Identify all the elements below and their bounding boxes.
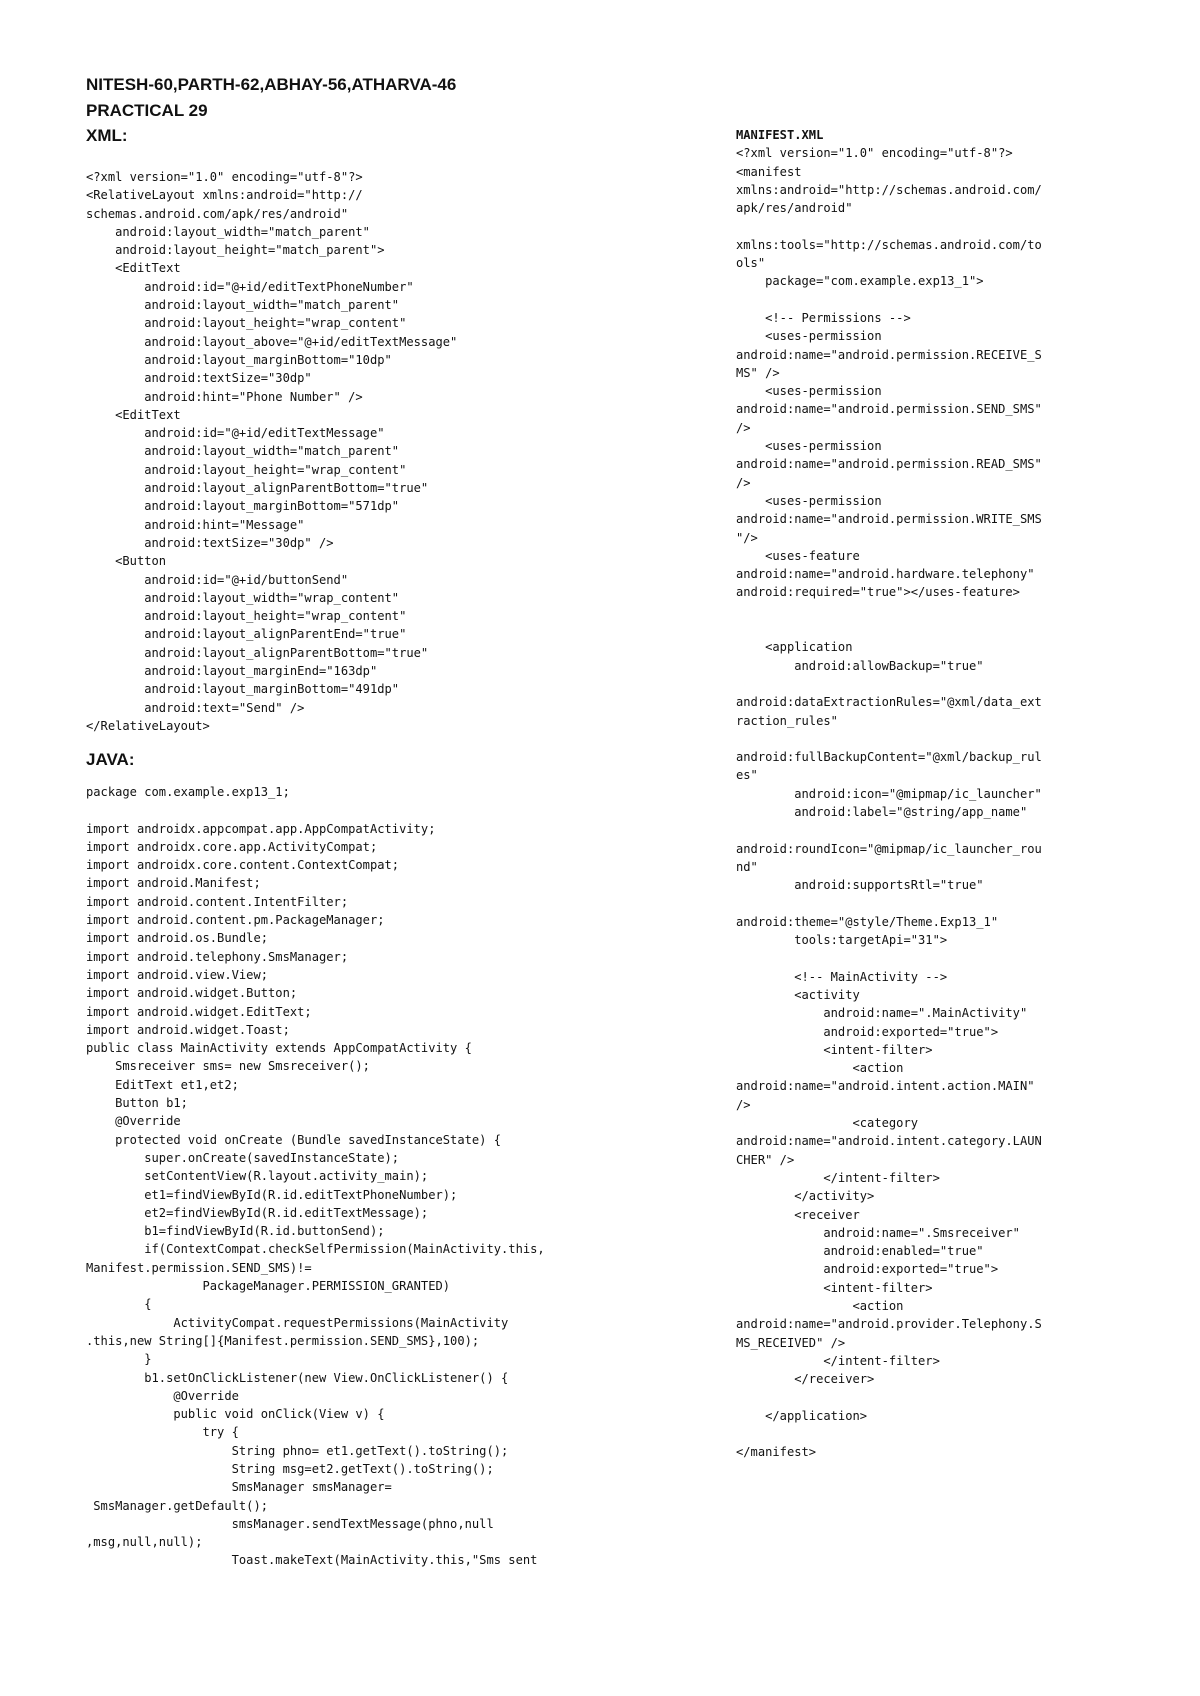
java-section-label: JAVA: <box>86 750 135 769</box>
xml-section-label: XML: <box>86 126 128 145</box>
author-names: NITESH-60,PARTH-62,ABHAY-56,ATHARVA-46 <box>86 75 457 94</box>
practical-title: PRACTICAL 29 <box>86 101 208 120</box>
manifest-column <box>736 126 1042 1462</box>
manifest-title: MANIFEST.XML <box>736 128 824 142</box>
layout-xml-code: <?xml version="1.0" encoding="utf-8"?> <RelativeLayout xmlns:android="http:// schemas.android.com/apk/res/android" android:layout_width="match_parent" android:layout_height="match_parent"> <EditText android:id="@+id/editTextPhoneNumber" android:layout_width="match_parent" android:layout_height="wrap_content" android:layout_above="@+id/editTextMessage" android:layout_marginBottom="10dp" android:textSize="30dp" android:hint="Phone Number" /> <EditText android:id="@+id/editTextMessage" android:layout_width="match_parent" android:layout_height="wrap_content" android:layout_alignParentBottom="true" android:layout_marginBottom="571dp" android:hint="Message" android:textSize="30dp" /> <Button android:id="@+id/buttonSend" android:layout_width="wrap_content" android:layout_height="wrap_content" android:layout_alignParentEnd="true" android:layout_alignParentBottom="true" android:layout_marginEnd="163dp" android:layout_marginBottom="491dp" android:text="Send" /> </RelativeLayout> <box>86 170 458 733</box>
java-code-text: package com.example.exp13_1; import androidx.appcompat.app.AppCompatActivity; import androidx.core.app.ActivityCompat; import androidx.core.content.ContextCompat; import android.Manifest; import android.content.IntentFilter; import android.content.pm.PackageManager; import android.os.Bundle; import android.telephony.SmsManager; import android.view.View; import android.widget.Button; import android.widget.EditText; import android.widget.Toast; public class MainActivity extends AppCompatActivity { Smsreceiver sms= new Smsreceiver(); EditText et1,et2; Button b1; @Override protected void onCreate (Bundle savedInstanceState) { super.onCreate(savedInstanceState); setContentView(R.layout.activity_main); et1=findViewById(R.id.editTextPhoneNumber); et2=findViewById(R.id.editTextMessage); b1=findViewById(R.id.buttonSend); if(ContextCompat.checkSelfPermission(MainActivity.this, Manifest.permission.SEND_SMS)!= PackageManager.PERMISSION_GRANTED) { ActivityCompat.requestPermissions(MainActivity .this,new String[]{Manifest.permission.SEND_SMS},100); } b1.setOnClickListener(new View.OnClickListener() { @Override public void onClick(View v) { try { String phno= et1.getText().toString(); String msg=et2.getText().toString(); SmsManager smsManager= SmsManager.getDefault(); smsManager.sendTextMessage(phno,null ,msg,null,null); Toast.makeText(MainActivity.this,"Sms sent <box>86 785 545 1568</box>
main-activity-java-code <box>86 783 545 1570</box>
manifest-xml-code: <?xml version="1.0" encoding="utf-8"?> <manifest xmlns:android="http://schemas.android.com/ apk/res/android" xmlns:tools="http://schemas.android.com/to ols" package="com.example.exp13_1"> <!-- Permissions --> <uses-permission android:name="android.permission.RECEIVE_S MS" /> <uses-permission android:name="android.permission.SEND_SMS" /> <uses-permission android:name="android.permission.READ_SMS" /> <uses-permission android:name="android.permission.WRITE_SMS "/> <uses-feature android:name="android.hardware.telephony" android:required="true"></uses-feature> <application android:allowBackup="true" android:dataExtractionRules="@xml/data_ext raction_rules" android:fullBackupContent="@xml/backup_rul es" android:icon="@mipmap/ic_launcher" android:label="@string/app_name" android:roundIcon="@mipmap/ic_launcher_rou nd" android:supportsRtl="true" android:theme="@style/Theme.Exp13_1" tools:targetApi="31"> <!-- MainActivity --> <activity android:name=".MainActivity" android:exported="true"> <intent-filter> <action android:name="android.intent.action.MAIN" /> <category android:name="android.intent.category.LAUN CHER" /> </intent-filter> </activity> <receiver android:name=".Smsreceiver" android:enabled="true" android:exported="true"> <intent-filter> <action android:name="android.provider.Telephony.S MS_RECEIVED" /> </intent-filter> </receiver> </application> </manifest> <box>736 146 1042 1460</box>
